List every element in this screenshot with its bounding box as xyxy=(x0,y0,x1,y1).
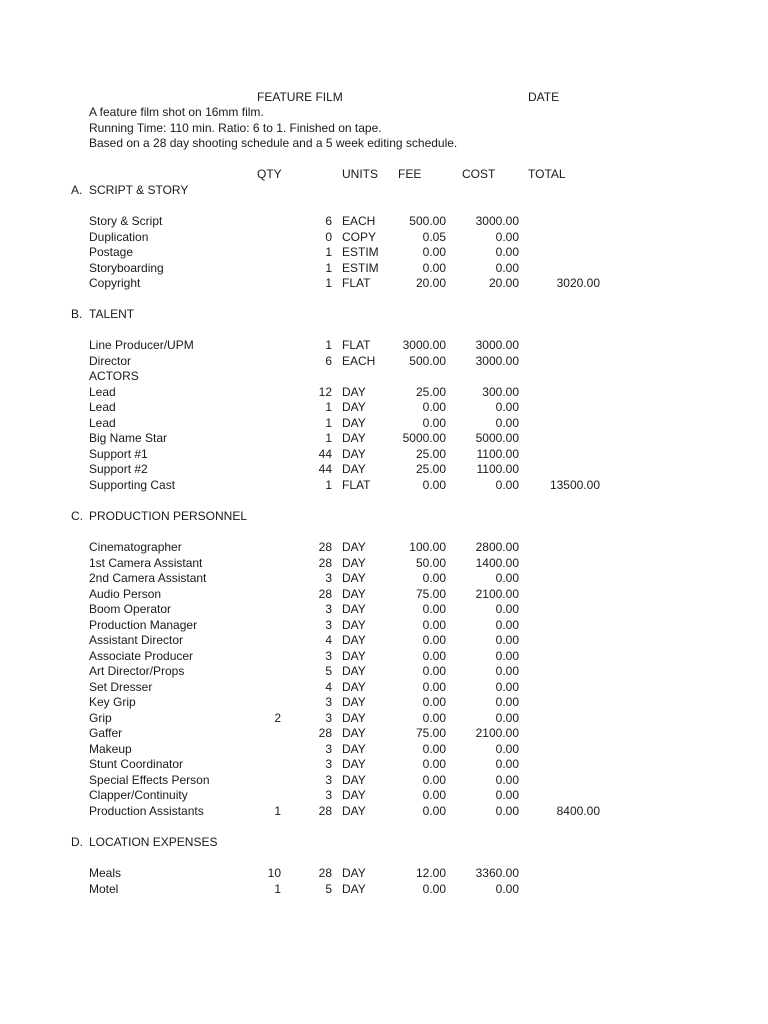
line-item-qty: 4 xyxy=(325,633,332,647)
line-item-name: Boom Operator xyxy=(89,602,172,616)
line-item-count: 1 xyxy=(274,804,281,818)
line-item-fee: 20.00 xyxy=(415,276,446,290)
line-item-fee: 0.00 xyxy=(422,602,446,616)
line-item-unit: DAY xyxy=(342,680,366,694)
line-item-fee: 0.00 xyxy=(422,757,446,771)
line-item-name: Production Assistants xyxy=(89,804,204,818)
line-item-unit: DAY xyxy=(342,866,366,880)
line-item-name: 1st Camera Assistant xyxy=(89,556,203,570)
section-title: PRODUCTION PERSONNEL xyxy=(89,509,248,523)
line-item-fee: 50.00 xyxy=(415,556,446,570)
line-item-unit: DAY xyxy=(342,447,366,461)
line-item-qty: 28 xyxy=(318,587,332,601)
line-item-fee: 0.00 xyxy=(422,804,446,818)
line-item-unit: ESTIM xyxy=(342,261,379,275)
line-item-fee: 0.00 xyxy=(422,742,446,756)
description-line: Based on a 28 day shooting schedule and a 5 week editing schedule. xyxy=(89,136,458,150)
section-letter: A. xyxy=(71,183,83,197)
line-item-unit: DAY xyxy=(342,618,366,632)
line-item-fee: 0.00 xyxy=(422,478,446,492)
line-item-qty: 3 xyxy=(325,695,332,709)
line-item-cost: 3000.00 xyxy=(475,354,519,368)
line-item-qty: 3 xyxy=(325,649,332,663)
line-item-name: Grip xyxy=(89,711,112,725)
line-item-unit: ESTIM xyxy=(342,245,379,259)
line-item-name: Stunt Coordinator xyxy=(89,757,184,771)
line-item-unit: FLAT xyxy=(342,478,371,492)
document-title: FEATURE FILM xyxy=(257,90,343,104)
line-item-name: Art Director/Props xyxy=(89,664,185,678)
line-item-fee: 0.00 xyxy=(422,882,446,896)
line-item-fee: 0.00 xyxy=(422,400,446,414)
line-item-qty: 1 xyxy=(325,338,332,352)
line-item-unit: DAY xyxy=(342,556,366,570)
line-item-fee: 0.00 xyxy=(422,245,446,259)
line-item-qty: 3 xyxy=(325,711,332,725)
line-item-fee: 5000.00 xyxy=(402,431,446,445)
line-item-qty: 28 xyxy=(318,726,332,740)
line-item-name: Makeup xyxy=(89,742,132,756)
line-item-cost: 0.00 xyxy=(495,757,519,771)
line-item-cost: 0.00 xyxy=(495,633,519,647)
line-item-qty: 3 xyxy=(325,571,332,585)
line-item-unit: DAY xyxy=(342,385,366,399)
line-item-cost: 1400.00 xyxy=(475,556,519,570)
line-item-cost: 2100.00 xyxy=(475,726,519,740)
line-item-name: Storyboarding xyxy=(89,261,164,275)
line-item-name: Supporting Cast xyxy=(89,478,176,492)
line-item-cost: 0.00 xyxy=(495,245,519,259)
line-item-qty: 28 xyxy=(318,866,332,880)
line-item-qty: 0 xyxy=(325,230,332,244)
line-item-unit: COPY xyxy=(342,230,377,244)
line-item-qty: 1 xyxy=(325,261,332,275)
date-label: DATE xyxy=(528,90,560,104)
line-item-unit: EACH xyxy=(342,214,376,228)
line-item-unit: DAY xyxy=(342,804,366,818)
line-item-name: Line Producer/UPM xyxy=(89,338,194,352)
line-item-cost: 0.00 xyxy=(495,261,519,275)
line-item-cost: 0.00 xyxy=(495,230,519,244)
line-item-count: 1 xyxy=(274,882,281,896)
line-item-cost: 2100.00 xyxy=(475,587,519,601)
line-item-fee: 100.00 xyxy=(409,540,446,554)
units-column-header: UNITS xyxy=(342,167,378,181)
section-letter: B. xyxy=(71,307,83,321)
line-item-fee: 75.00 xyxy=(415,726,446,740)
line-item-name: Copyright xyxy=(89,276,141,290)
line-item-name: Motel xyxy=(89,882,119,896)
section-total: 13500.00 xyxy=(549,478,600,492)
line-item-name: Associate Producer xyxy=(89,649,194,663)
line-item-cost: 1100.00 xyxy=(476,447,519,461)
line-item-qty: 12 xyxy=(318,385,332,399)
line-item-name: Special Effects Person xyxy=(89,773,210,787)
line-item-fee: 0.00 xyxy=(422,416,446,430)
line-item-count: 2 xyxy=(274,711,281,725)
line-item-cost: 0.00 xyxy=(495,711,519,725)
total-column-header: TOTAL xyxy=(528,167,566,181)
line-item-name: Big Name Star xyxy=(89,431,168,445)
line-item-unit: DAY xyxy=(342,587,366,601)
line-item-fee: 25.00 xyxy=(415,462,446,476)
line-item-qty: 1 xyxy=(325,478,332,492)
line-item-name: Duplication xyxy=(89,230,149,244)
line-item-cost: 0.00 xyxy=(495,742,519,756)
line-item-name: Set Dresser xyxy=(89,680,153,694)
line-item-cost: 0.00 xyxy=(495,695,519,709)
line-item-qty: 1 xyxy=(325,400,332,414)
line-item-fee: 0.00 xyxy=(422,711,446,725)
line-item-unit: DAY xyxy=(342,695,366,709)
line-item-qty: 1 xyxy=(325,416,332,430)
line-item-qty: 28 xyxy=(318,556,332,570)
line-item-cost: 0.00 xyxy=(495,804,519,818)
line-item-qty: 28 xyxy=(318,804,332,818)
line-item-fee: 0.00 xyxy=(422,571,446,585)
line-item-unit: DAY xyxy=(342,540,366,554)
line-item-unit: DAY xyxy=(342,773,366,787)
line-item-unit: DAY xyxy=(342,726,366,740)
line-item-unit: DAY xyxy=(342,757,366,771)
line-item-qty: 6 xyxy=(325,214,332,228)
line-item-unit: FLAT xyxy=(342,338,371,352)
line-item-cost: 20.00 xyxy=(488,276,519,290)
line-item-fee: 0.00 xyxy=(422,618,446,632)
section-title: LOCATION EXPENSES xyxy=(89,835,218,849)
line-item-qty: 3 xyxy=(325,742,332,756)
line-item-fee: 75.00 xyxy=(415,587,446,601)
line-item-qty: 3 xyxy=(325,618,332,632)
line-item-qty: 44 xyxy=(318,462,332,476)
line-item-fee: 500.00 xyxy=(409,354,446,368)
line-item-name: Cinematographer xyxy=(89,540,182,554)
description-line: Running Time: 110 min. Ratio: 6 to 1. Finished on tape. xyxy=(89,121,382,135)
section-letter: D. xyxy=(71,835,83,849)
line-item-cost: 0.00 xyxy=(495,602,519,616)
line-item-unit: DAY xyxy=(342,602,366,616)
line-item-name: Key Grip xyxy=(89,695,136,709)
section-title: TALENT xyxy=(89,307,135,321)
section-total: 3020.00 xyxy=(556,276,600,290)
description-line: A feature film shot on 16mm film. xyxy=(89,105,264,119)
line-item-cost: 3000.00 xyxy=(475,214,519,228)
line-item-cost: 0.00 xyxy=(495,664,519,678)
line-item-name: Support #2 xyxy=(89,462,148,476)
line-item-name: Postage xyxy=(89,245,134,259)
line-item-cost: 0.00 xyxy=(495,680,519,694)
line-item-fee: 0.00 xyxy=(422,695,446,709)
line-item-name: Audio Person xyxy=(89,587,162,601)
line-item-name: Clapper/Continuity xyxy=(89,788,188,802)
line-item-fee: 0.00 xyxy=(422,633,446,647)
line-item-fee: 0.00 xyxy=(422,788,446,802)
line-item-unit: EACH xyxy=(342,354,376,368)
line-item-qty: 5 xyxy=(325,664,332,678)
line-item-qty: 3 xyxy=(325,788,332,802)
line-item-unit: DAY xyxy=(342,633,366,647)
line-item-unit: DAY xyxy=(342,664,366,678)
line-item-fee: 3000.00 xyxy=(402,338,446,352)
line-item-name: Gaffer xyxy=(89,726,123,740)
line-item-unit: DAY xyxy=(342,711,366,725)
line-item-cost: 0.00 xyxy=(495,618,519,632)
line-item-cost: 3000.00 xyxy=(475,338,519,352)
line-item-unit: DAY xyxy=(342,788,366,802)
line-item-cost: 5000.00 xyxy=(475,431,519,445)
line-item-qty: 3 xyxy=(325,602,332,616)
line-item-name: Assistant Director xyxy=(89,633,184,647)
line-item-unit: FLAT xyxy=(342,276,371,290)
line-item-fee: 0.00 xyxy=(422,680,446,694)
line-item-name: Support #1 xyxy=(89,447,148,461)
section-total: 8400.00 xyxy=(556,804,600,818)
line-item-cost: 0.00 xyxy=(495,416,519,430)
fee-column-header: FEE xyxy=(398,167,422,181)
line-item-fee: 0.00 xyxy=(422,773,446,787)
line-item-name: Lead xyxy=(89,416,116,430)
line-item-name: ACTORS xyxy=(89,369,139,383)
line-item-name: Lead xyxy=(89,400,116,414)
line-item-qty: 5 xyxy=(325,882,332,896)
line-item-unit: DAY xyxy=(342,742,366,756)
line-item-name: Director xyxy=(89,354,132,368)
line-item-unit: DAY xyxy=(342,416,366,430)
line-item-name: Lead xyxy=(89,385,116,399)
line-item-unit: DAY xyxy=(342,649,366,663)
line-item-fee: 25.00 xyxy=(415,447,446,461)
line-item-name: Production Manager xyxy=(89,618,198,632)
line-item-fee: 0.05 xyxy=(422,230,446,244)
line-item-count: 10 xyxy=(267,866,281,880)
line-item-qty: 6 xyxy=(325,354,332,368)
line-item-cost: 3360.00 xyxy=(475,866,519,880)
cost-column-header: COST xyxy=(462,167,496,181)
line-item-cost: 1100.00 xyxy=(476,462,519,476)
section-letter: C. xyxy=(71,509,83,523)
line-item-qty: 4 xyxy=(325,680,332,694)
line-item-qty: 44 xyxy=(318,447,332,461)
line-item-qty: 3 xyxy=(325,773,332,787)
line-item-cost: 0.00 xyxy=(495,773,519,787)
line-item-cost: 0.00 xyxy=(495,882,519,896)
line-item-qty: 3 xyxy=(325,757,332,771)
line-item-cost: 0.00 xyxy=(495,478,519,492)
line-item-cost: 0.00 xyxy=(495,571,519,585)
line-item-qty: 28 xyxy=(318,540,332,554)
line-item-fee: 12.00 xyxy=(415,866,446,880)
line-item-fee: 25.00 xyxy=(415,385,446,399)
line-item-qty: 1 xyxy=(325,245,332,259)
line-item-cost: 2800.00 xyxy=(475,540,519,554)
line-item-unit: DAY xyxy=(342,882,366,896)
line-item-unit: DAY xyxy=(342,400,366,414)
line-item-cost: 0.00 xyxy=(495,788,519,802)
line-item-cost: 0.00 xyxy=(495,649,519,663)
section-title: SCRIPT & STORY xyxy=(89,183,189,197)
line-item-unit: DAY xyxy=(342,571,366,585)
line-item-qty: 1 xyxy=(325,276,332,290)
line-item-unit: DAY xyxy=(342,462,366,476)
line-item-qty: 1 xyxy=(325,431,332,445)
line-item-fee: 0.00 xyxy=(422,649,446,663)
line-item-cost: 0.00 xyxy=(495,400,519,414)
line-item-name: Story & Script xyxy=(89,214,163,228)
line-item-unit: DAY xyxy=(342,431,366,445)
line-item-fee: 500.00 xyxy=(409,214,446,228)
line-item-name: Meals xyxy=(89,866,122,880)
qty-column-header: QTY xyxy=(257,167,282,181)
line-item-name: 2nd Camera Assistant xyxy=(89,571,207,585)
line-item-fee: 0.00 xyxy=(422,664,446,678)
line-item-fee: 0.00 xyxy=(422,261,446,275)
line-item-cost: 300.00 xyxy=(482,385,519,399)
